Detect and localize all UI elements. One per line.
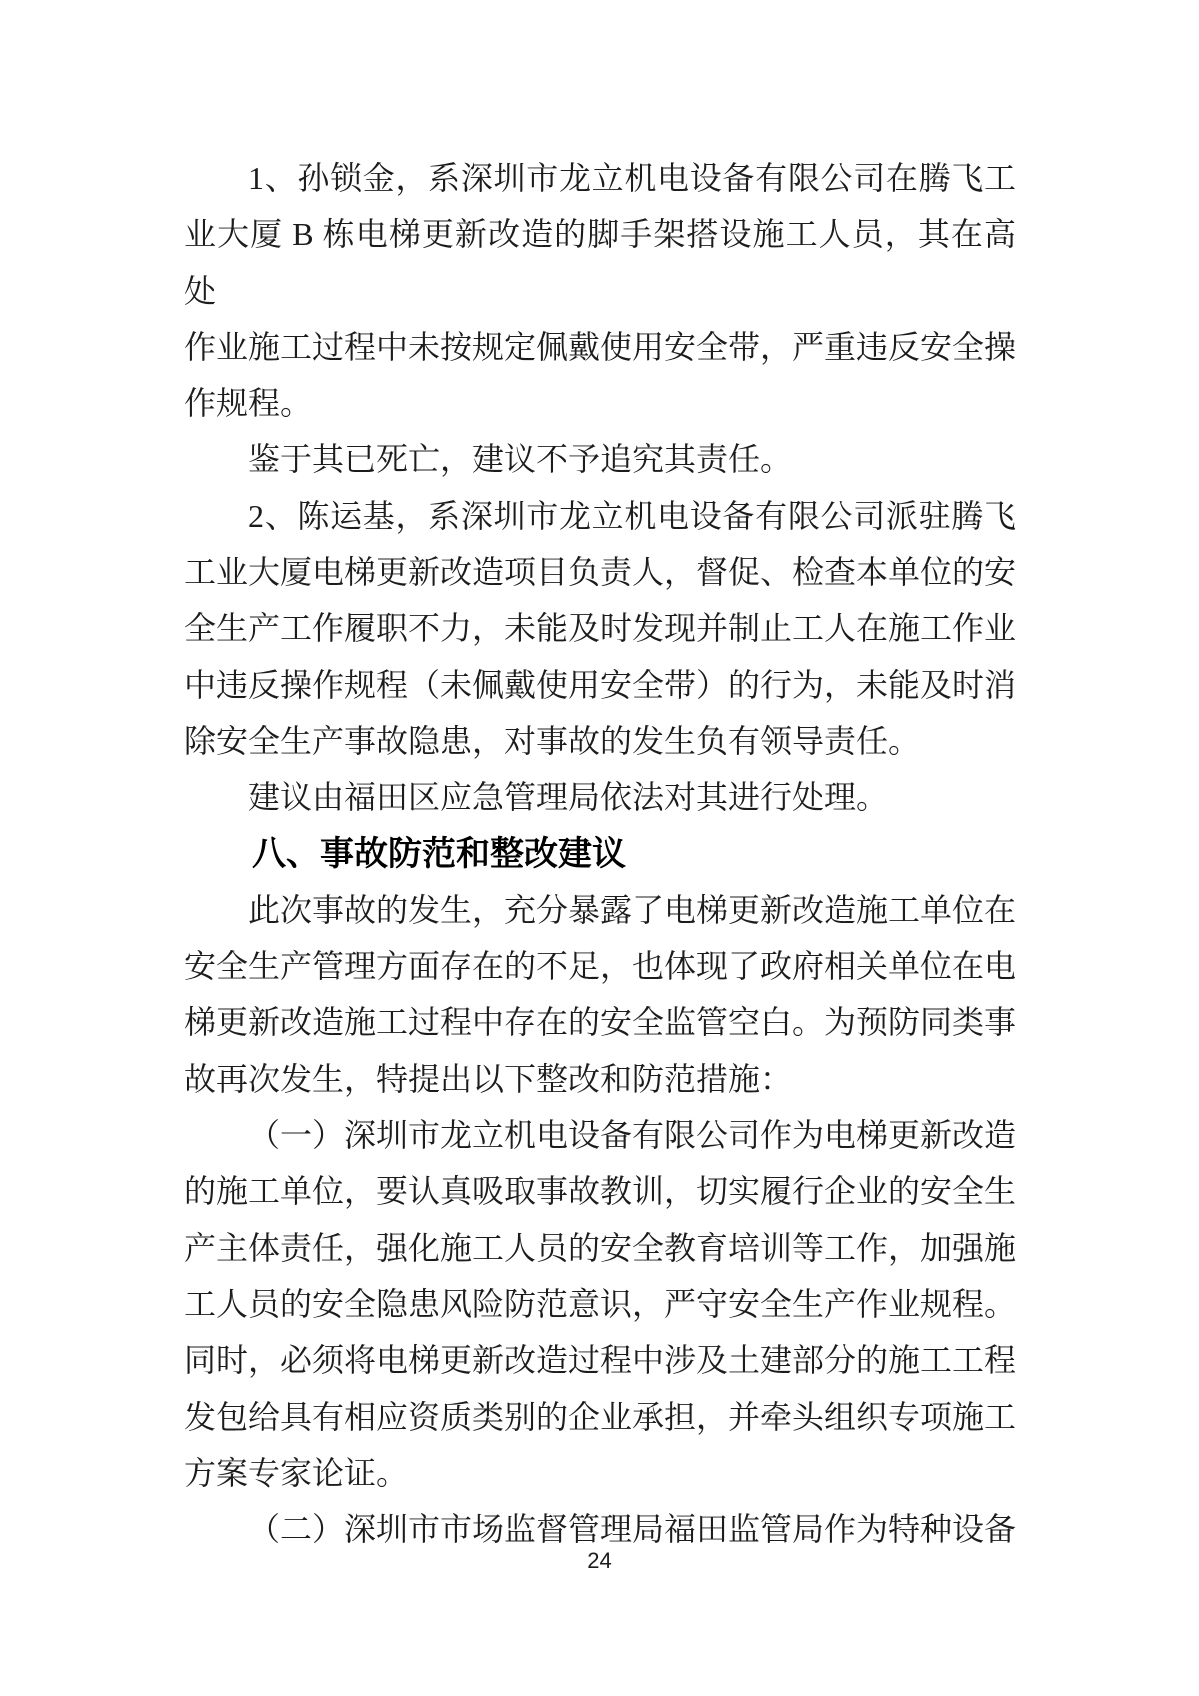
text-line: 工业大厦电梯更新改造项目负责人，督促、检查本单位的安 — [184, 554, 1017, 591]
text-line: 建议由福田区应急管理局依法对其进行处理。 — [248, 779, 889, 816]
text-line: 中违反操作规程（未佩戴使用安全带）的行为，未能及时消 — [184, 666, 1017, 703]
text-line: （二）深圳市市场监督管理局福田监管局作为特种设备 — [248, 1511, 1017, 1548]
text-line: 2、陈运基，系深圳市龙立机电设备有限公司派驻腾飞 — [248, 497, 1016, 534]
text-line: 同时，必须将电梯更新改造过程中涉及土建部分的施工工程 — [184, 1342, 1017, 1379]
text-line: 安全生产管理方面存在的不足，也体现了政府相关单位在电 — [184, 948, 1017, 985]
document-body — [184, 150, 1016, 1557]
section-heading: 八、事故防范和整改建议 — [252, 834, 626, 873]
text-line: 作规程。 — [184, 385, 313, 422]
text-line: 此次事故的发生，充分暴露了电梯更新改造施工单位在 — [248, 891, 1017, 928]
text-line: 全生产工作履职不力，未能及时发现并制止工人在施工作业 — [184, 610, 1017, 647]
text-line: 鉴于其已死亡，建议不予追究其责任。 — [248, 441, 793, 478]
text-line: 的施工单位，要认真吸取事故教训，切实履行企业的安全生 — [184, 1173, 1017, 1210]
text-line: 故再次发生，特提出以下整改和防范措施： — [184, 1060, 793, 1097]
text-line: 产主体责任，强化施工人员的安全教育培训等工作，加强施 — [184, 1229, 1017, 1266]
text-line: 发包给具有相应资质类别的企业承担，并牵头组织专项施工 — [184, 1398, 1017, 1435]
page-number: 24 — [587, 1548, 612, 1573]
text-line: 方案专家论证。 — [184, 1454, 409, 1491]
text-line: 1、孙锁金，系深圳市龙立机电设备有限公司在腾飞工 — [248, 160, 1016, 196]
text-line: 梯更新改造施工过程中存在的安全监管空白。为预防同类事 — [184, 1004, 1017, 1041]
text-line: 作业施工过程中未按规定佩戴使用安全带，严重违反安全操 — [184, 328, 1017, 365]
text-line: 业大厦 B 栋电梯更新改造的脚手架搭设施工人员，其在高处 — [184, 216, 1016, 309]
text-line: 工人员的安全隐患风险防范意识，严守安全生产作业规程。 — [184, 1285, 1017, 1322]
text-line: 除安全生产事故隐患，对事故的发生负有领导责任。 — [184, 722, 921, 759]
text-line: （一）深圳市龙立机电设备有限公司作为电梯更新改造 — [248, 1117, 1017, 1154]
